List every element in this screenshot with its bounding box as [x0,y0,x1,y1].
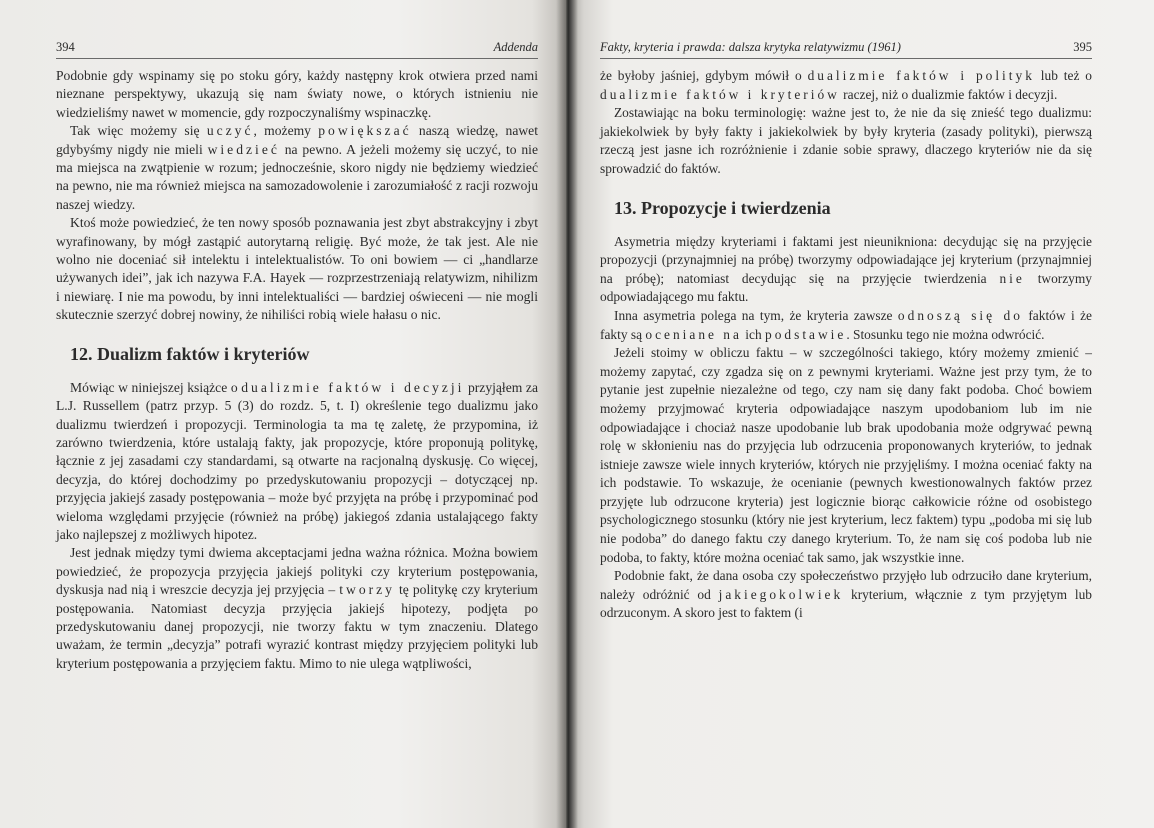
spaced-emphasis: uczyć [206,123,254,139]
spaced-emphasis: dualizmie faktów i polityk [807,68,1035,83]
paragraph: Podobnie fakt, że dana osoba czy społeczeństwo przyjęło lub odrzuciło dane kryterium, należy odróżnić od jakiegokolwiek kryterium, włącznie z tym przyjętym lub odrzuconym. A skoro jest to faktem (i [600,568,1092,621]
spaced-emphasis: podstawie [765,326,847,342]
paragraph: Ktoś może powiedzieć, że ten nowy sposób poznawania jest zbyt abstrakcyjny i zbyt wyrafinowany, by mógł zastąpić autorytarną religię. Być może, że tak jest. Ale nie wolno nie doceniać sił intelektu i intelektualistów. To oni bowiem — ci „handlarze używanych idei”, jak ich nazywa F.A. Hayek — rozprzestrzeniają relatywizm, nihilizm i niewiarę. I nie ma powodu, by inni intelektualiści — bardziej oświeceni — nie mogli skutecznie szerzyć dobrej nowiny, że nihiliści robią wiele hałasu o nic. [56,215,538,323]
spaced-emphasis: nie [999,270,1025,286]
book-gutter [556,0,578,828]
spaced-emphasis: odnoszą się do [897,307,1023,323]
paragraph: Jeżeli stoimy w obliczu faktu – w szczególności takiego, który możemy zmienić – możemy zapytać, czy zgadza się on z pewnymi kryteriami. Ważne jest przy tym, że to pytanie jest zupełnie niezależne od tego, czy nam się dany fakt podoba. Choć bowiem możemy przyjmować kryteria odpowiadające naszym upodobaniom lub im nie odpowiadające i chociaż nasze upodobanie lub brak upodobania może odgrywać pewną rolę w skłonieniu nas do przyjęcia lub odrzucenia proponowanych kryteriów, to jednak istnieje zawsze wiele innych kryteriów, których nie przyjęliśmy. I można oceniać fakty na ich podstawie. To wskazuje, że ocenianie (pewnych kwestionowalnych faktów przez przyjęte lub odrzucone kryteria) jest logicznie biorąc całkowicie różne od osobistego psychologicznego stosunku (który nie jest kryterium, lecz faktem) typu „podoba mi się lub nie podoba” do danego faktu czy danego kryterium. To, że nam się coś podoba lub nie podoba, to fakty, które można oceniać tak samo, jak wszystkie inne. [600,345,1092,565]
spaced-emphasis: wiedzieć [207,141,280,157]
spaced-emphasis: jakiegokolwiek [718,586,844,602]
left-page-header [56,40,538,59]
section-heading: 13. Propozycje i twierdzenia [614,197,831,218]
paragraph: Mówiąc w niniejszej książce o dualizmie faktów i decyzji przyjąłem za L.J. Russellem (patrz przyp. 5 (3) do rozdz. 5, t. I) określenie tego dualizmu jako dualizmu twierdzeń i propozycji. Terminologia ta ma tę zaletę, że przypomina, iż zarówno twierdzenia, które ustalają fakty, jak propozycje, które proponują politykę, łącznie z jej zasadami czy standardami, są otwarte na racjonalną dyskusję. Co więcej, decyzja, do której dochodzimy po przedyskutowaniu propozycji – dotyczącej np. przyjęcia jakiejś zasady postępowania – może być przyjęta na próbę i przypominać pod wieloma względami przyjęcie (również na próbę) jakiegoś zdania ustalającego fakty jako najlepszej z możliwych hipotez. [56,379,538,542]
paragraph: Asymetria między kryteriami i faktami jest nieunikniona: decydując się na przyjęcie propozycji (przynajmniej na próbę) tworzymy odpowiadające jej kryterium (przynajmniej na próbę); natomiast decydując się na przyjęcie twierdzenia nie tworzymy odpowiadającego mu faktu. [600,233,1092,305]
page-number: 394 [56,40,75,54]
right-page-body [600,67,1092,623]
paragraph: Inna asymetria polega na tym, że kryteria zawsze odnoszą się do faktów i że fakty są oceniane na ich podstawie. Stosunku tego nie można odwrócić. [600,307,1092,342]
page-number: 395 [1073,40,1092,54]
paragraph: Podobnie gdy wspinamy się po stoku góry, każdy następny krok otwiera przed nami nieznane perspektywy, ukazują się nam światy nowe, o których istnieniu nie wiedzieliśmy nawet w momencie, gdy rozpoczynaliśmy wspinaczkę. [56,68,538,120]
right-page-header [600,40,1092,59]
left-page-body [56,67,538,673]
running-head: Fakty, kryteria i prawda: dalsza krytyka relatywizmu (1961) [600,40,901,54]
section-heading: 12. Dualizm faktów i kryteriów [70,343,310,364]
spaced-emphasis: tworzy [339,582,395,598]
spaced-emphasis: dualizmie faktów i decyzji [241,379,465,395]
paragraph: Jest jednak między tymi dwiema akceptacjami jedna ważna różnica. Można bowiem powiedzieć, że propozycja przyjęcia jakiejś polityki czy kryterium postępowania, dyskusja nad nią i wreszcie decyzja jej przyjęcia – tworzy tę politykę czy kryterium postępowania. Natomiast decyzja przyjęcia jakiejś hipotezy, podjęta po przedyskutowaniu danej propozycji, nie tworzy faktu w tym znaczeniu. Dlatego uważam, że termin „decyzja” potrafi wyrazić kontrast między przyjęciem polityki lub kryterium postępowania a przyjęciem faktu. Mimo to nie ulega wątpliwości, [56,545,538,671]
running-head: Addenda [493,40,538,54]
right-page [566,0,1154,828]
paragraph: Tak więc możemy się uczyć, możemy powiększać naszą wiedzę, nawet gdybyśmy nigdy nie mieli wiedzieć na pewno. A jeżeli możemy się uczyć, to nie ma miejsca na zwątpienie w rozum; jednocześnie, skoro nigdy nie będziemy wiedzieć na pewno, nie ma również miejsca na samozadowolenie i zarozumiałość z racji rozwoju naszej wiedzy. [56,123,538,212]
left-page [0,0,566,828]
paragraph: Zostawiając na boku terminologię: ważne jest to, że nie da się znieść tego dualizmu: jakiekolwiek by były fakty i jakiekolwiek by były kryteria (zasady polityki), pierwszą rzeczą jest jasne ich rozróżnienie i zdanie sobie sprawy, dlaczego kryteriów nie da się sprowadzić do faktów. [600,105,1092,176]
spaced-emphasis: oceniane na [645,326,742,342]
spaced-emphasis: powiększać [318,123,412,139]
spaced-emphasis: dualizmie faktów i kryteriów [600,86,840,102]
paragraph: że byłoby jaśniej, gdybym mówił o dualizmie faktów i polityk lub też o dualizmie faktów i kryteriów raczej, niż o dualizmie faktów i decyzji. [600,68,1092,102]
